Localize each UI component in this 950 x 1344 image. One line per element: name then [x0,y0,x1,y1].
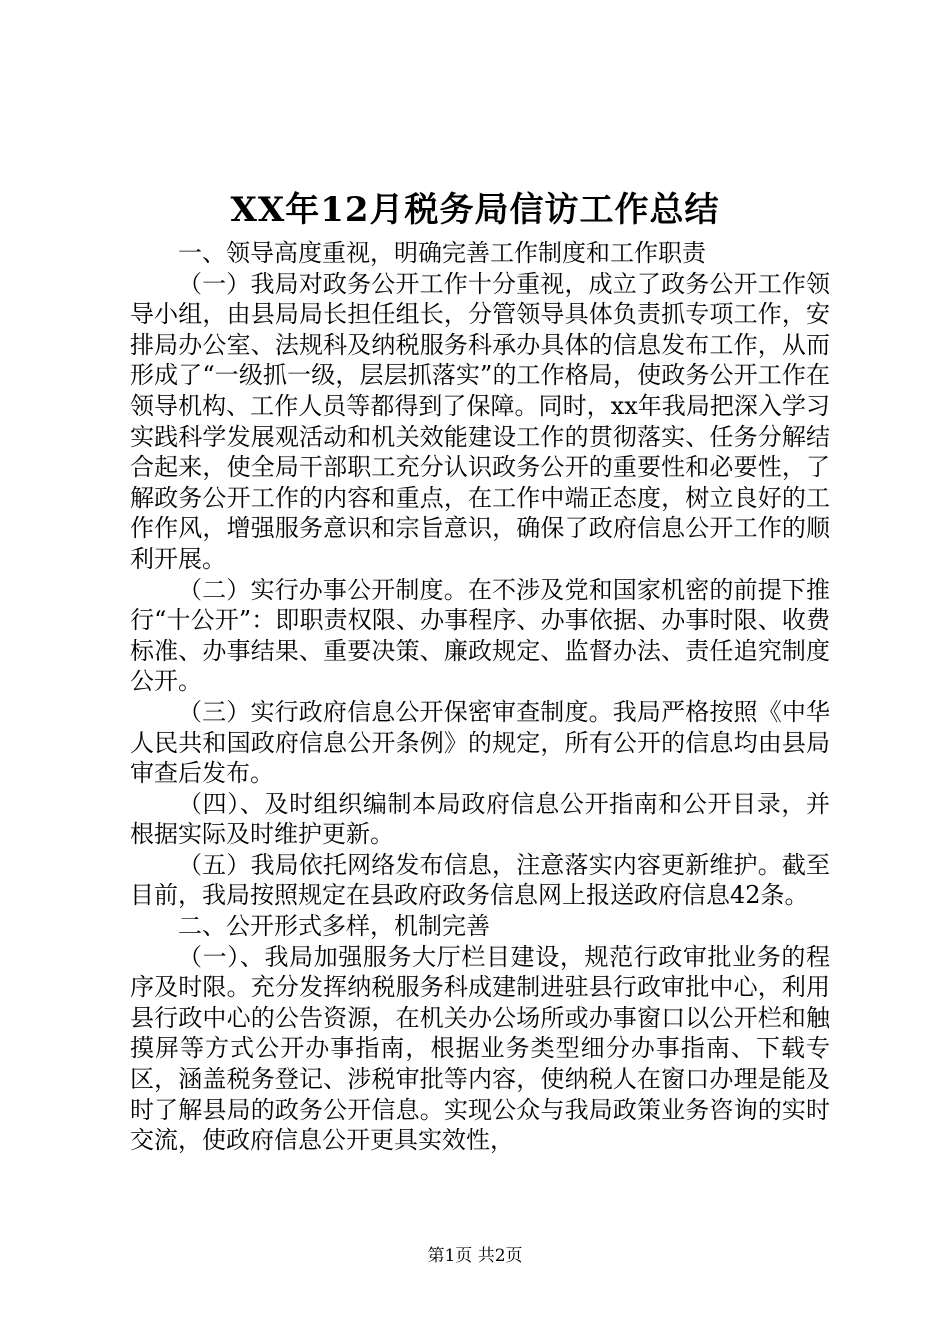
paragraph: （一）、我局加强服务大厅栏目建设，规范行政审批业务的程序及时限。充分发挥纳税服务科成建制进驻县行政审批中心，利用县行政中心的公告资源，在机关办公场所或办事窗口以公开栏和触摸屏等方式公开办事指南，根据业务类型细分办事指南、下载专区，涵盖税务登记、涉税审批等内容，使纳税人在窗口办理是能及时了解县局的政务公开信息。实现公众与我局政策业务咨询的实时交流，使政府信息公开更具实效性， [130,942,830,1155]
paragraph: （一）我局对政务公开工作十分重视，成立了政务公开工作领导小组，由县局局长担任组长，分管领导具体负责抓专项工作，安排局办公室、法规科及纳税服务科承办具体的信息发布工作，从而形成了“一级抓一级，层层抓落实”的工作格局，使政务公开工作在领导机构、工作人员等都得到了保障。同时，xx年我局把深入学习实践科学发展观活动和机关效能建设工作的贯彻落实、任务分解结合起来，使全局干部职工充分认识政务公开的重要性和必要性，了解政务公开工作的内容和重点，在工作中端正态度，树立良好的工作作风，增强服务意识和宗旨意识，确保了政府信息公开工作的顺利开展。 [130,269,830,573]
document-body [130,238,830,1156]
paragraph: （四）、及时组织编制本局政府信息公开指南和公开目录，并根据实际及时维护更新。 [130,789,830,849]
document-title: XX年12月税务局信访工作总结 [230,190,720,230]
paragraph: （三）实行政府信息公开保密审查制度。我局严格按照《中华人民共和国政府信息公开条例》的规定，所有公开的信息均由县局审查后发布。 [130,697,830,788]
paragraph: （五）我局依托网络发布信息，注意落实内容更新维护。截至目前，我局按照规定在县政府政务信息网上报送政府信息42条。 [130,850,830,910]
paragraph: （二）实行办事公开制度。在不涉及党和国家机密的前提下推行“十公开”：即职责权限、办事程序、办事依据、办事时限、收费标准、办事结果、重要决策、廉政规定、监督办法、责任追究制度公开。 [130,575,830,696]
section-heading-2: 二、公开形式多样，机制完善 [178,912,490,941]
section-heading-1: 一、领导高度重视，明确完善工作制度和工作职责 [178,239,706,267]
page-footer: 第1页 共2页 [427,1246,523,1266]
